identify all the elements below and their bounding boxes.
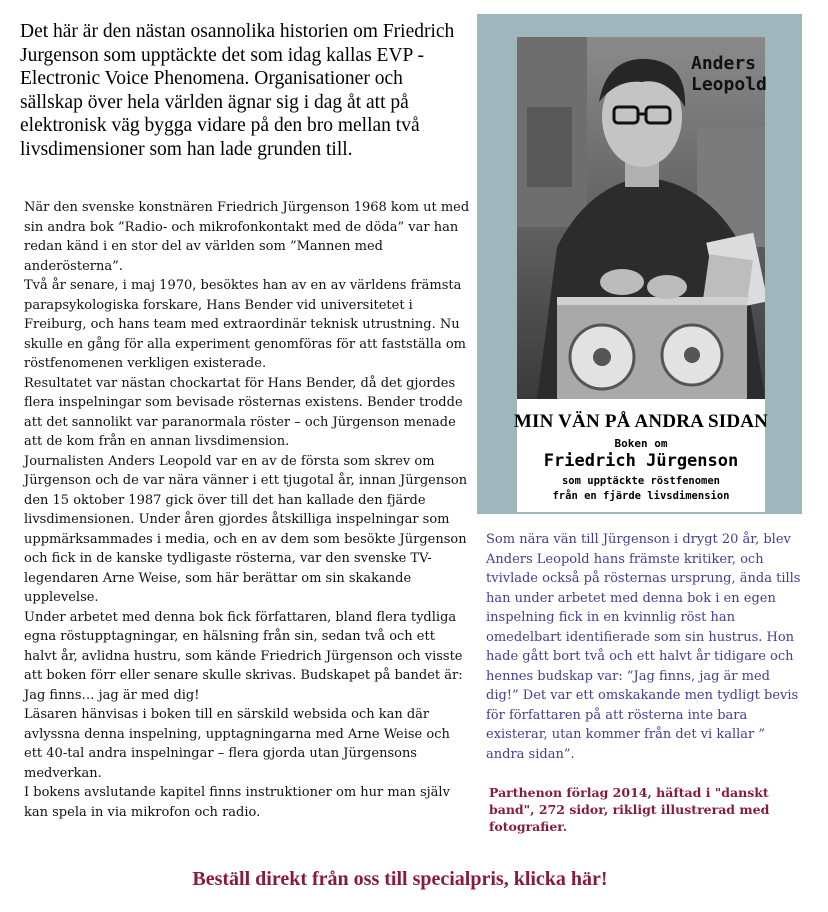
body-paragraph: När den svenske konstnären Friedrich Jürgenson 1968 kom ut med sin andra bok ”Radio- och mikrofonkontakt med de döda” var han redan känd i en stor del av världen som ”Mannen med anderösterna”. [24,200,470,274]
cover-title: MIN VÄN PÅ ANDRA SIDAN [513,411,769,432]
body-paragraph: Under arbetet med denna bok fick författaren, bland flera tydliga egna röstupptagningar, en hälsning från sin, sedan två och ett halvt år, avlidna hustru, som kände Friedrich Jürgenson och visste att boken förr eller senare skulle skrivas. Budskapet på bandet är: Jag finns… jag är med dig! [24,609,463,703]
cover-tagline: från en fjärde livsdimension [552,490,730,502]
cover-author-first: Anders [691,53,757,74]
cover-author-last: Leopold [691,74,767,95]
body-paragraph: Läsaren hänvisas i boken till en särskild websida och kan där avlyssna denna inspelning, upptagningarna med Arne Weise och ett 40-tal andra inspelningar – flera gjorda utan Jürgensons medverkan. [24,707,450,781]
cover-tagline: som upptäckte röstfenomen [561,475,721,487]
book-cover-page [513,37,769,512]
cover-subject: Friedrich Jürgenson [543,451,739,471]
body-paragraph: Två år senare, i maj 1970, besöktes han av en av världens främsta parapsykologiska forskare, Hans Bender vid universitetet i Freiburg, och hans team med extraordinär teknisk utrustning. Nu skulle en gång för alla experiment genomföras för att fastställa om röstfenomenen verkligen existerade. [24,278,466,371]
cover-subtitle: Boken om [614,437,668,450]
article-body [24,198,470,822]
body-paragraph: I bokens avslutande kapitel finns instruktioner om hur man själv kan spela in via mikrofon och radio. [24,785,450,820]
body-paragraph: Journalisten Anders Leopold var en av de första som skrev om Jürgenson och de var nära vänner i ett tjugotal år, innan Jürgenson den 15 oktober 1987 gick över till det han kallade den fjärde livsdimensionen. Under åren gjordes åtskilliga inspelningar som uppmärksammades i media, och en av dem som besökte Jürgenson och fick in de kanske tydligaste rösterna, var den svenske TV-legendaren Arne Weise, som här berättar om sin skakande upplevelse. [24,453,468,605]
order-link[interactable]: Beställ direkt från oss till specialpris, klicka här! [192,868,608,890]
book-cover [477,14,802,514]
cover-author [691,53,801,95]
intro-text: Det här är den nästan osannolika historien om Friedrich Jurgenson som upptäckte det som idag kallas EVP - Electronic Voice Phenomena. Organisationer och sällskap över hela världen ägnar sig i dag åt att på elektronisk väg bygga vidare på den bro mellan två livsdimensioner som han lade grunden till. [20,21,455,160]
author-aside: Som nära vän till Jürgenson i drygt 20 år, blev Anders Leopold hans främste kritiker, och tvivlade också på rösternas ursprung, ända tills han under arbetet med denna bok i en egen inspelning fick in en kvinnlig röst han omedelbart identifierade som sin hustrus. Hon hade gått bort två och ett halvt år tidigare och hennes budskap var: ”Jag finns, jag är med dig!” Det var ett omskakande men tydligt bevis för författaren på att rösterna inte bara existerar, utan kommer från det vi kallar ” andra sidan”. [486,532,801,762]
body-paragraph: Resultatet var nästan chockartat för Hans Bender, då det gjordes flera inspelningar som bevisade rösternas existens. Bender trodde att det sannolikt var paranormala röster – och Jürgenson menade att de kom från en annan livsdimension. [24,375,463,449]
publisher-info: Parthenon förlag 2014, häftad i "danskt band", 272 sidor, rikligt illustrerad med fotografier. [489,785,770,834]
